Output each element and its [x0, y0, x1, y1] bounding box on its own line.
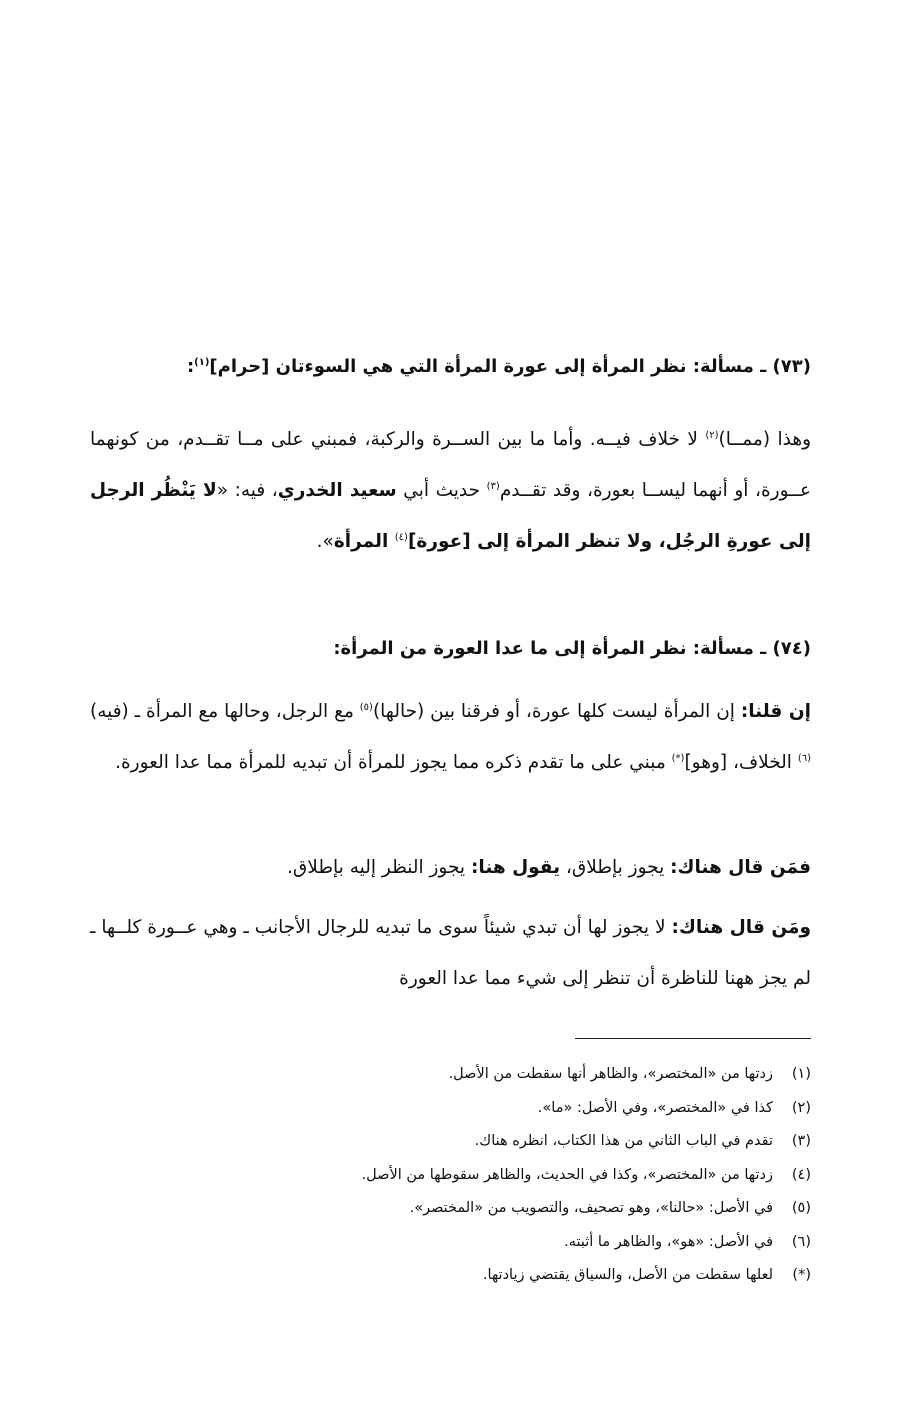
- issue-73-paragraph: [90, 414, 811, 567]
- footnote-marker: (٤): [791, 1166, 811, 1183]
- text-run: مبني على ما تقدم ذكره مما يجوز للمرأة أن تبديه للمرأة مما عدا العورة.: [115, 752, 672, 773]
- text-run: يجوز النظر إليه بإطلاق.: [287, 857, 471, 878]
- text-run: إن المرأة ليست كلها عورة، أو فرقنا بين (حالها): [372, 701, 741, 722]
- text-run: لا يجوز لها أن تبدي شيئاً سوى ما تبديه للرجال الأجانب ـ وهي عــورة كلــها ـ لم يجز ههنا للناظرة أن تنظر إلى شيء مما عدا العورة: [90, 917, 811, 989]
- bold-text-run: المرأة: [333, 531, 395, 552]
- text-run: :: [186, 356, 195, 377]
- footnote-text: في الأصل: «حالنا»، وهو تصحيف، والتصويب من «المختصر».: [409, 1200, 773, 1216]
- text-run: حديث أبي: [396, 480, 487, 501]
- footnote-item: [90, 1159, 811, 1193]
- text-run: وهذا (ممــا): [718, 429, 812, 450]
- footnote-text: كذا في «المختصر»، وفي الأصل: «ما».: [537, 1099, 773, 1116]
- footnote-item: [90, 1092, 811, 1126]
- issue-74-paragraph-1: [90, 686, 811, 788]
- text-run: لا خلاف فيــه. وأما ما بين الســرة والركبة، فمبني على مــا تقــدم، من كونهما عــورة، أو أنهما ليســا بعورة، وقد تقــدم: [90, 429, 812, 501]
- bold-text-run: لا يَنْظُر الرجل إلى عورةِ الرجُل، ولا تنظر المرأة إلى [عورة]: [90, 480, 811, 552]
- issue-74-paragraph-3: [90, 902, 811, 1004]
- text-run: (٧٣) ـ مسألة: نظر المرأة إلى عورة المرأة التي هي السوءتان [حرام]: [209, 356, 811, 377]
- footnote-reference: (٣): [486, 480, 500, 492]
- footnotes-list: [90, 1058, 811, 1293]
- footnote-item: [90, 1125, 811, 1159]
- text-run: الخلاف، [وهو]: [684, 752, 798, 773]
- bold-text-run: فمَن قال هناك:: [670, 857, 811, 878]
- footnote-marker: (٢): [791, 1099, 811, 1116]
- footnote-marker: (*): [792, 1267, 811, 1283]
- footnote-text: تقدم في الباب الثاني من هذا الكتاب، انظره هناك.: [474, 1133, 773, 1149]
- footnote-text: لعلها سقطت من الأصل، والسياق يقتضي زيادتها.: [482, 1267, 773, 1283]
- bold-text-run: يقول هنا:: [470, 857, 561, 878]
- footnote-marker: (٣): [791, 1133, 811, 1149]
- bold-text-run: ومَن قال هناك:: [671, 917, 812, 938]
- footnote-reference: (١): [194, 357, 210, 368]
- bold-text-run: سعيد الخدري: [277, 480, 397, 501]
- issue-74-heading: [90, 632, 811, 666]
- issue-73-heading: [90, 350, 811, 384]
- footnote-reference: (٥): [359, 701, 373, 713]
- footnote-separator: [575, 1038, 811, 1039]
- footnote-reference: (٤): [394, 531, 408, 543]
- footnote-text: زدتها من «المختصر»، والظاهر أنها سقطت من الأصل.: [448, 1066, 773, 1082]
- footnote-item: [90, 1192, 811, 1226]
- book-page: [90, 0, 811, 1405]
- footnote-text: زدتها من «المختصر»، وكذا في الحديث، والظاهر سقوطها من الأصل.: [361, 1166, 773, 1183]
- footnote-marker: (٦): [791, 1233, 811, 1250]
- footnote-reference: (*): [671, 752, 685, 764]
- issue-74-paragraph-2: [90, 842, 811, 893]
- text-run: (٧٤) ـ مسألة: نظر المرأة إلى ما عدا العورة من المرأة:: [333, 638, 811, 659]
- footnote-item: [90, 1058, 811, 1092]
- text-run: ».: [316, 531, 334, 552]
- text-run: ، فيه: «: [216, 480, 278, 501]
- footnote-item: [90, 1259, 811, 1293]
- footnote-reference: (٢): [705, 429, 719, 441]
- footnote-marker: (٥): [791, 1200, 811, 1216]
- text-run: مع الرجل، وحالها مع المرأة ـ (فيه): [90, 701, 360, 722]
- footnote-marker: (١): [791, 1066, 811, 1082]
- footnote-text: في الأصل: «هو»، والظاهر ما أثبته.: [564, 1233, 773, 1250]
- text-run: يجوز بإطلاق،: [560, 857, 671, 878]
- bold-text-run: إن قلنا:: [740, 701, 811, 722]
- footnote-item: [90, 1226, 811, 1260]
- footnote-reference: (٦): [797, 752, 811, 764]
